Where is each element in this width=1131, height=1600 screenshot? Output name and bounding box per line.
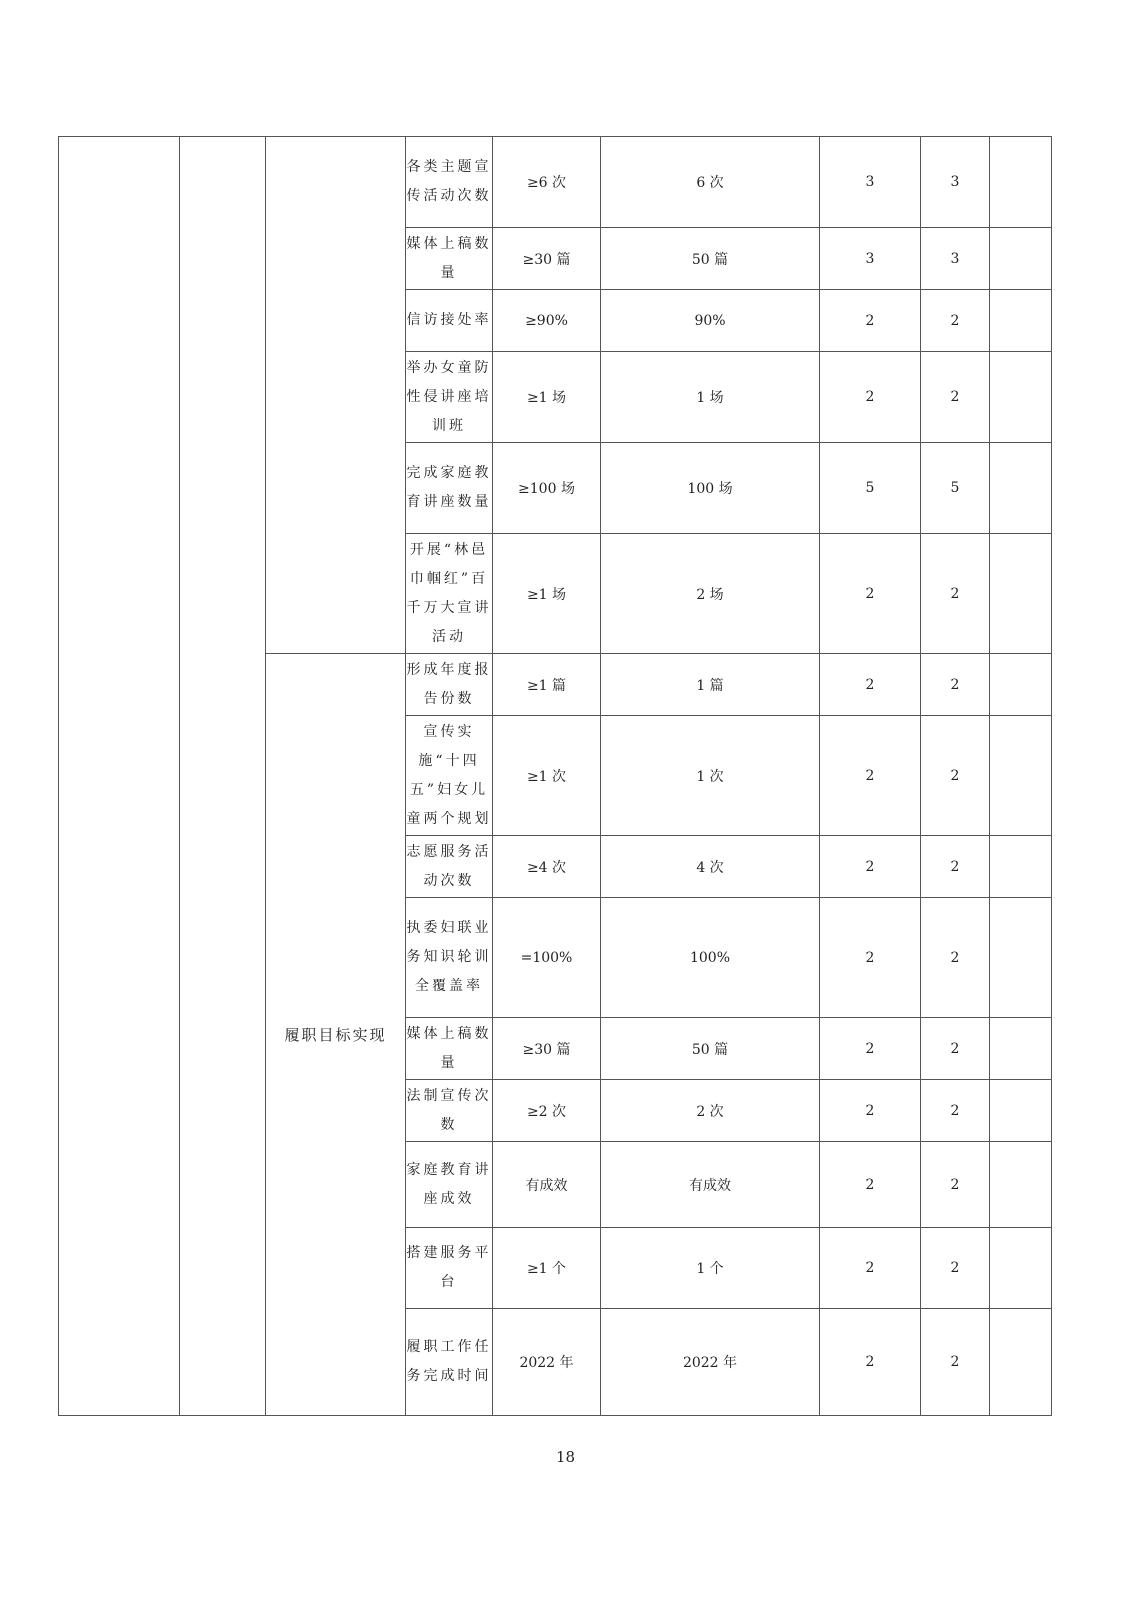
indicator-target: ≥100 场: [493, 443, 601, 534]
indicator-weight: 2: [820, 1142, 921, 1228]
indicator-target: ≥1 篇: [493, 654, 601, 716]
indicator-weight: 2: [820, 534, 921, 654]
indicator-name: 举办女童防性侵讲座培训班: [406, 352, 493, 443]
level3-category-cell: 履职目标实现: [266, 654, 406, 1416]
indicator-score: 5: [921, 443, 990, 534]
table-row: [59, 137, 1052, 228]
indicator-name: 搭建服务平台: [406, 1228, 493, 1309]
indicator-name: 家庭教育讲座成效: [406, 1142, 493, 1228]
indicator-remark: [990, 1018, 1052, 1080]
indicator-actual: 50 篇: [601, 228, 820, 290]
indicator-score: 3: [921, 228, 990, 290]
indicator-target: ≥6 次: [493, 137, 601, 228]
indicator-name: 宣传实施“十四五”妇女儿童两个规划: [406, 716, 493, 836]
indicator-target: ≥30 篇: [493, 1018, 601, 1080]
indicator-score: 2: [921, 534, 990, 654]
indicator-name: 执委妇联业务知识轮训全覆盖率: [406, 898, 493, 1018]
indicator-actual: 100%: [601, 898, 820, 1018]
indicator-target: ≥1 场: [493, 352, 601, 443]
indicator-name: 媒体上稿数量: [406, 228, 493, 290]
indicator-actual: 2022 年: [601, 1309, 820, 1416]
indicator-weight: 2: [820, 654, 921, 716]
indicator-weight: 3: [820, 228, 921, 290]
level1-category-cell: [59, 137, 180, 1416]
indicator-actual: 90%: [601, 290, 820, 352]
indicator-score: 2: [921, 654, 990, 716]
indicator-target: ≥2 次: [493, 1080, 601, 1142]
indicator-actual: 有成效: [601, 1142, 820, 1228]
indicator-name: 媒体上稿数量: [406, 1018, 493, 1080]
indicator-actual: 2 次: [601, 1080, 820, 1142]
indicator-target: ≥90%: [493, 290, 601, 352]
indicator-target: ≥1 个: [493, 1228, 601, 1309]
indicator-name: 形成年度报告份数: [406, 654, 493, 716]
indicator-name: 各类主题宣传活动次数: [406, 137, 493, 228]
indicator-score: 2: [921, 1228, 990, 1309]
indicator-actual: 100 场: [601, 443, 820, 534]
indicator-remark: [990, 1228, 1052, 1309]
indicator-name: 履职工作任务完成时间: [406, 1309, 493, 1416]
indicator-name: 信访接处率: [406, 290, 493, 352]
indicator-target: 有成效: [493, 1142, 601, 1228]
indicator-score: 2: [921, 290, 990, 352]
indicator-weight: 2: [820, 352, 921, 443]
level2-category-cell: [180, 137, 266, 1416]
indicator-weight: 2: [820, 1080, 921, 1142]
indicator-weight: 2: [820, 836, 921, 898]
indicator-weight: 2: [820, 1018, 921, 1080]
indicator-target: 2022 年: [493, 1309, 601, 1416]
indicator-remark: [990, 443, 1052, 534]
indicator-actual: 4 次: [601, 836, 820, 898]
indicator-remark: [990, 228, 1052, 290]
indicator-actual: 50 篇: [601, 1018, 820, 1080]
indicator-remark: [990, 1080, 1052, 1142]
indicator-target: ≥1 场: [493, 534, 601, 654]
indicator-score: 2: [921, 1309, 990, 1416]
indicator-remark: [990, 1142, 1052, 1228]
indicator-remark: [990, 1309, 1052, 1416]
indicator-name: 志愿服务活动次数: [406, 836, 493, 898]
indicator-actual: 1 个: [601, 1228, 820, 1309]
indicator-remark: [990, 290, 1052, 352]
indicator-score: 2: [921, 898, 990, 1018]
indicator-actual: 1 篇: [601, 654, 820, 716]
indicator-weight: 2: [820, 716, 921, 836]
indicator-score: 3: [921, 137, 990, 228]
indicator-score: 2: [921, 1080, 990, 1142]
page-number: 18: [555, 1448, 576, 1466]
indicator-target: ≥4 次: [493, 836, 601, 898]
indicator-remark: [990, 654, 1052, 716]
indicator-name: 完成家庭教育讲座数量: [406, 443, 493, 534]
indicator-weight: 5: [820, 443, 921, 534]
indicator-actual: 6 次: [601, 137, 820, 228]
indicator-remark: [990, 836, 1052, 898]
indicator-weight: 3: [820, 137, 921, 228]
indicator-weight: 2: [820, 1309, 921, 1416]
indicator-weight: 2: [820, 898, 921, 1018]
indicator-score: 2: [921, 352, 990, 443]
indicator-score: 2: [921, 1142, 990, 1228]
indicator-score: 2: [921, 836, 990, 898]
indicator-actual: 1 场: [601, 352, 820, 443]
indicator-weight: 2: [820, 290, 921, 352]
level3-category-cell-upper: [266, 137, 406, 654]
indicator-remark: [990, 137, 1052, 228]
indicator-remark: [990, 898, 1052, 1018]
indicator-actual: 2 场: [601, 534, 820, 654]
indicator-target: ≥1 次: [493, 716, 601, 836]
performance-table: [58, 136, 1052, 1416]
indicator-remark: [990, 716, 1052, 836]
indicator-remark: [990, 352, 1052, 443]
indicator-name: 法制宣传次数: [406, 1080, 493, 1142]
indicator-name: 开展“林邑巾帼红”百千万大宣讲活动: [406, 534, 493, 654]
indicator-remark: [990, 534, 1052, 654]
indicator-score: 2: [921, 1018, 990, 1080]
indicator-target: ≥30 篇: [493, 228, 601, 290]
indicator-score: 2: [921, 716, 990, 836]
indicator-actual: 1 次: [601, 716, 820, 836]
indicator-target: =100%: [493, 898, 601, 1018]
indicator-weight: 2: [820, 1228, 921, 1309]
